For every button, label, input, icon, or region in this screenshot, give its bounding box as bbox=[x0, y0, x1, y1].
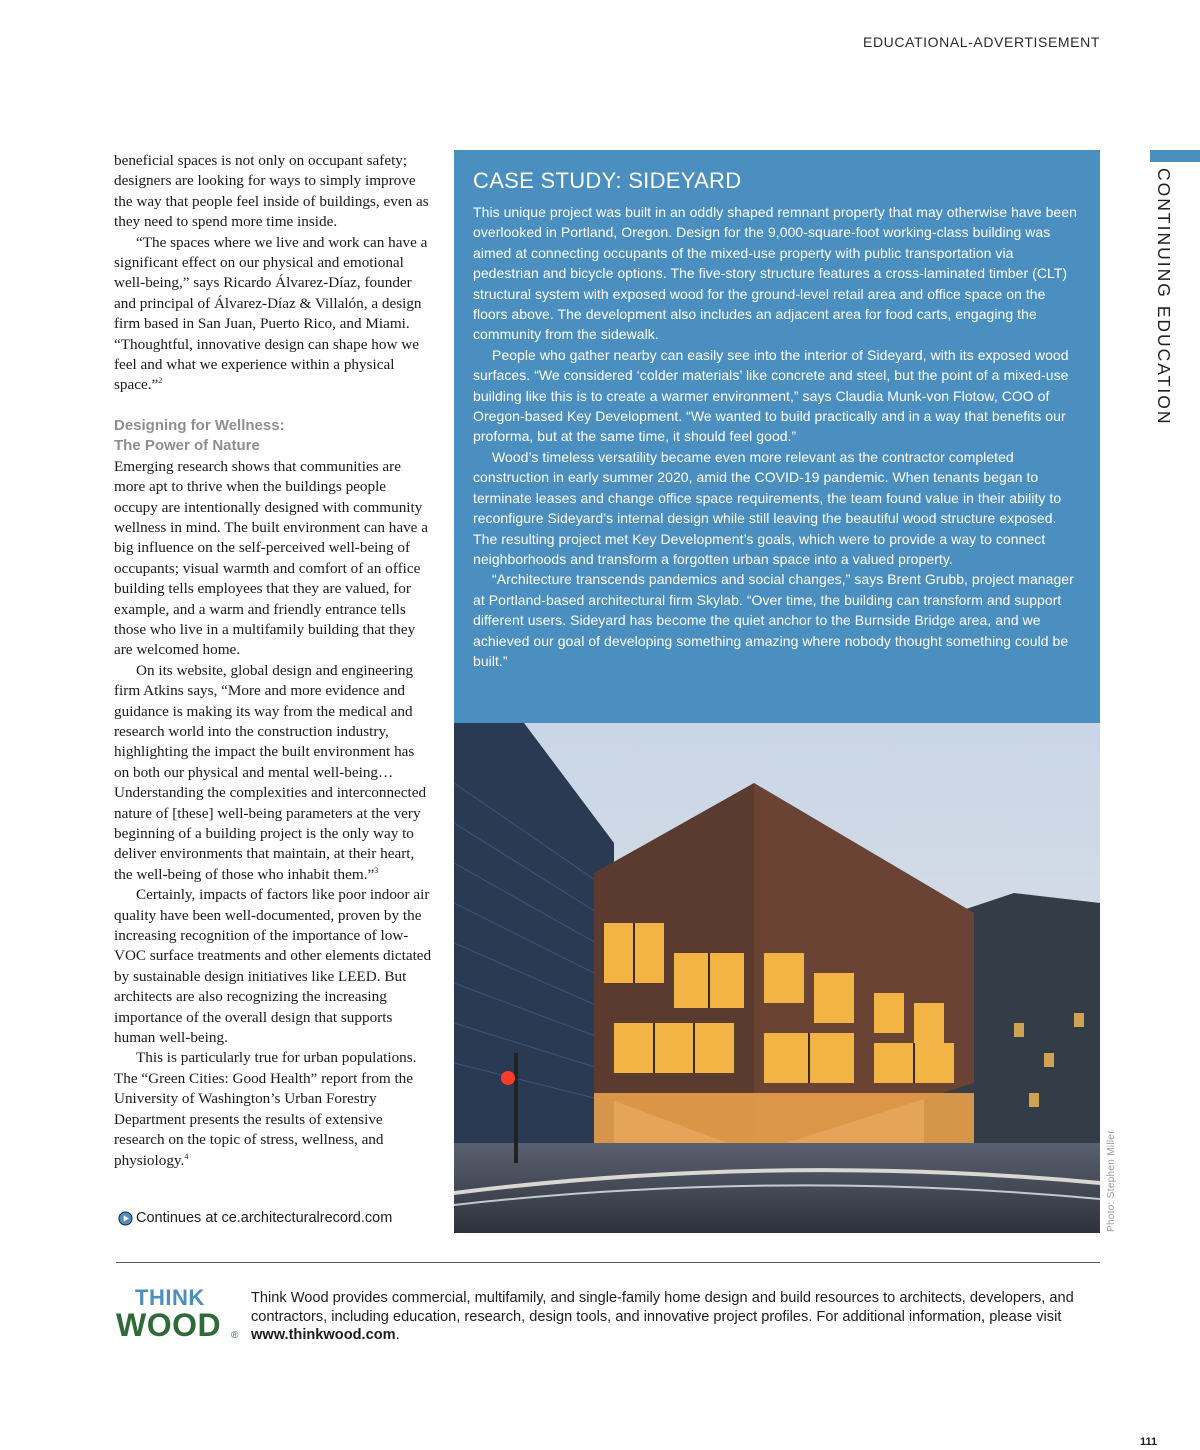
logo-wood-text: WOOD bbox=[116, 1307, 222, 1343]
continues-label: Continues at ce.architecturalrecord.com bbox=[136, 1210, 393, 1226]
case-paragraph: Wood’s timeless versatility became even more relevant as the contractor completed construction in early summer 2020, amid the COVID-19 pandemic. When tenants began to terminate leases and change office space requirements, the team found value in their ability to reconfigure Sideyard’s internal design while still leaving the beautiful wood structure exposed. The resulting project met Key Development’s goals, which were to provide a way to connect neighborhoods and transform a forgotten urban space into a valued property. bbox=[473, 448, 1062, 567]
footnote-ref: 4 bbox=[184, 1151, 189, 1161]
body-paragraph: Emerging research shows that communities are more apt to thrive when the buildings people occupy are intentionally designed with community wellness in mind. The built environment can have a big influence on the self-perceived well-being of occupants; visual warmth and comfort of an office building tells employees that they are valued, for example, and a warm and friendly entrance tells those who live in a multifamily building that they are welcomed home. bbox=[114, 457, 428, 659]
continues-link[interactable] bbox=[118, 1210, 392, 1226]
thinkwood-link[interactable]: www.thinkwood.com bbox=[251, 1327, 396, 1343]
play-circle-icon bbox=[118, 1211, 133, 1226]
body-paragraph: On its website, global design and engineering firm Atkins says, “More and more evidence and guidance is making its way from the medical and research world into the construction industry, highlighting the impact the built environment has on both our physical and mental well-being… Understanding the complexities and interconnected nature of [these] well-being parameters at the very beginning of a building project is the only way to deliver environments that maintain, at their heart, the well-being of those who inhabit them.”$^3$ bbox=[114, 661, 427, 883]
case-study-title: CASE STUDY: SIDEYARD bbox=[473, 168, 742, 193]
left-column bbox=[114, 151, 432, 1171]
body-paragraph: This is particularly true for urban populations. The “Green Cities: Good Health” report from the University of Washington’s Urban Forestry Department presents the results of extensive research on the topic of stress, wellness, and physiology.$^4$ bbox=[114, 1049, 417, 1169]
side-tab-label: CONTINUING EDUCATION bbox=[1154, 168, 1174, 426]
photo-credit: Photo: Stephen Miller bbox=[1106, 1130, 1117, 1232]
side-accent-bar bbox=[1150, 150, 1200, 162]
footer-divider bbox=[116, 1262, 1100, 1263]
section-heading: Designing for Wellness: The Power of Nature bbox=[114, 416, 285, 455]
body-paragraph: Certainly, impacts of factors like poor indoor air quality have been well-documented, proven by the increasing recognition of the importance of low-VOC surface treatments and other elements dictated by sustainable design initiatives like LEED. But architects are also recognizing the increasing importance of the overall design that supports human well-being. bbox=[114, 886, 432, 1047]
case-paragraph: “Architecture transcends pandemics and social changes,” says Brent Grubb, project manager at Portland-based architectural firm Skylab. “Over time, the building can transform and support different users. Sideyard has become the quiet anchor to the Burnside Bridge area, and we achieved our goal of developing something amazing where nobody thought something could be built.” bbox=[473, 571, 1074, 669]
building-illustration bbox=[454, 723, 1100, 1233]
registered-mark: ® bbox=[231, 1330, 239, 1341]
footnote-ref: 2 bbox=[158, 376, 163, 386]
case-paragraph: People who gather nearby can easily see into the interior of Sideyard, with its exposed wood surfaces. “We considered ‘colder materials’ like concrete and steel, but the point of a mixed-use building like this is to create a warmer environment,” says Claudia Munk-von Flotow, COO of Oregon-based Key Development. “We wanted to build practically and in a way that benefits our proforma, but at the same time, it should feel good.” bbox=[473, 346, 1069, 445]
sideyard-building-photo bbox=[454, 723, 1100, 1233]
footnote-ref: 3 bbox=[374, 865, 379, 875]
header-label: EDUCATIONAL-ADVERTISEMENT bbox=[863, 34, 1100, 50]
body-paragraph: “The spaces where we live and work can have a significant effect on our physical and emotional well-being,” says Ricardo Álvarez-Díaz, founder and principal of Álvarez-Díaz & Villalón, a design firm based in San Juan, Puerto Rico, and Miami. “Thoughtful, innovative design can shape how we feel and what we experience within a physical space.”$^2$ bbox=[114, 233, 428, 394]
body-paragraph: beneficial spaces is not only on occupant safety; designers are looking for ways to simply improve the way that people feel inside of buildings, even as they need to spend more time inside. bbox=[114, 152, 429, 231]
case-paragraph: This unique project was built in an oddly shaped remnant property that may otherwise have been overlooked in Portland, Oregon. Design for the 9,000-square-foot working-class building was aimed at connecting occupants of the mixed-use property with public transportation via pedestrian and bicycle options. The five-story structure features a cross-laminated timber (CLT) structural system with exposed wood for the ground-level retail area and office space on the floors above. The development also includes an adjacent area for food carts, engaging the community from the sidewalk. bbox=[473, 204, 1077, 343]
case-study-box bbox=[454, 150, 1100, 723]
think-wood-logo bbox=[114, 1285, 244, 1345]
page-number: 111 bbox=[1140, 1436, 1158, 1448]
logo-think-text: THINK bbox=[135, 1285, 205, 1310]
footer-description: Think Wood provides commercial, multifamily, and single-family home design and build resources to architects, developers, and contractors, including education, research, design tools, and innovative project profiles. For additional information, please visit www.thinkwood.com. bbox=[251, 1290, 1074, 1343]
